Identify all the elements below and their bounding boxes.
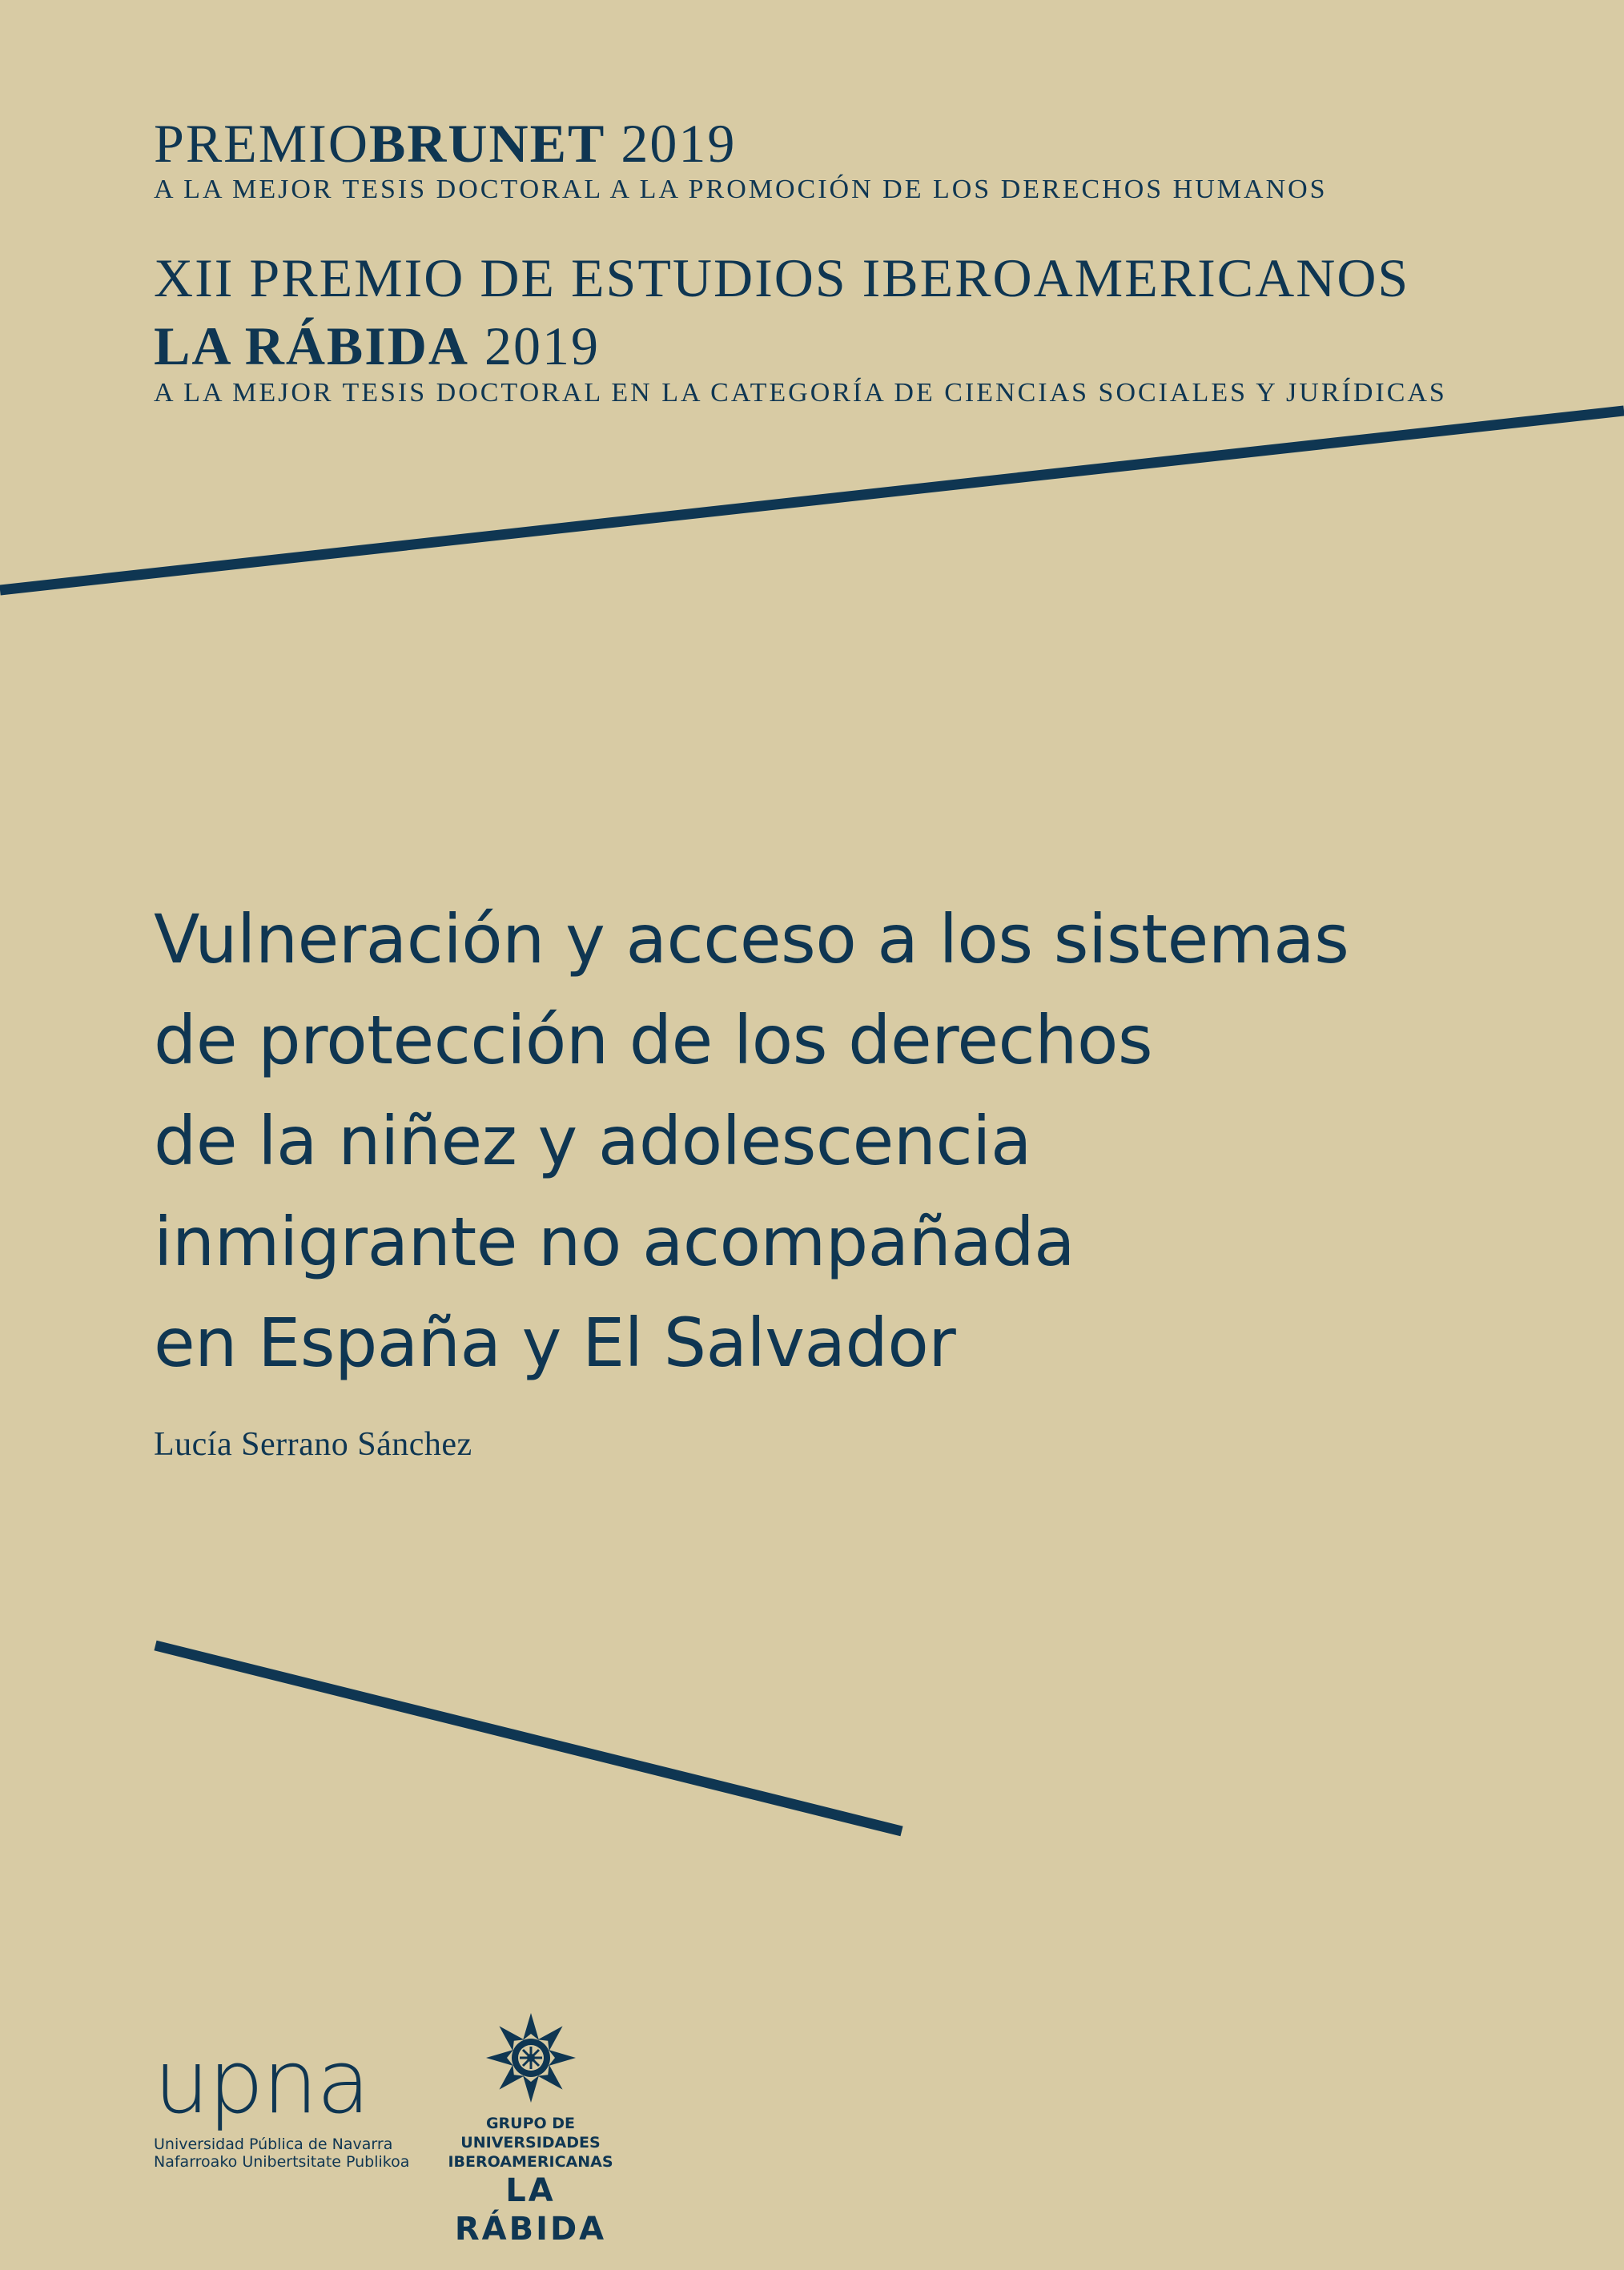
title-line: inmigrante no acompañada bbox=[154, 1203, 1075, 1281]
rabida-name: LA RÁBIDA bbox=[154, 315, 469, 376]
brunet-name: BRUNET bbox=[368, 113, 606, 174]
upna-name-eu: Nafarroako Unibertsitate Publikoa bbox=[154, 2153, 410, 2171]
author-name: Lucía Serrano Sánchez bbox=[154, 1426, 472, 1463]
brunet-prize-subtitle: A LA MEJOR TESIS DOCTORAL A LA PROMOCIÓN DE LOS DERECHOS HUMANOS bbox=[154, 175, 1328, 204]
book-title bbox=[154, 889, 1349, 1393]
rabida-logo-line3: LA RÁBIDA bbox=[454, 2172, 607, 2248]
title-line: de protección de los derechos bbox=[154, 1001, 1153, 1079]
rabida-logo-line2: IBEROAMERICANAS bbox=[448, 2153, 613, 2171]
title-line: de la niñez y adolescencia bbox=[154, 1102, 1031, 1180]
upna-logo bbox=[154, 2031, 410, 2171]
top-diagonal-rule bbox=[0, 411, 1624, 590]
title-line: Vulneración y acceso a los sistemas bbox=[154, 900, 1349, 978]
upna-wordmark: upna bbox=[154, 2031, 369, 2133]
upna-name-es: Universidad Pública de Navarra bbox=[154, 2135, 393, 2153]
rabida-prize-subtitle: A LA MEJOR TESIS DOCTORAL EN LA CATEGORÍA DE CIENCIAS SOCIALES Y JURÍDICAS bbox=[154, 378, 1447, 408]
rabida-prize-title: XII PREMIO DE ESTUDIOS IBEROAMERICANOS bbox=[154, 247, 1410, 308]
brunet-year: 2019 bbox=[605, 113, 737, 174]
star-emblem-icon bbox=[483, 2010, 579, 2106]
title-line: en España y El Salvador bbox=[154, 1304, 956, 1382]
rabida-year: 2019 bbox=[468, 315, 600, 376]
brunet-prefix: PREMIO bbox=[154, 113, 369, 174]
rabida-logo-line1: GRUPO DE UNIVERSIDADES bbox=[460, 2115, 601, 2151]
rabida-group-logo bbox=[444, 2010, 617, 2248]
bottom-diagonal-rule bbox=[155, 1645, 902, 1831]
